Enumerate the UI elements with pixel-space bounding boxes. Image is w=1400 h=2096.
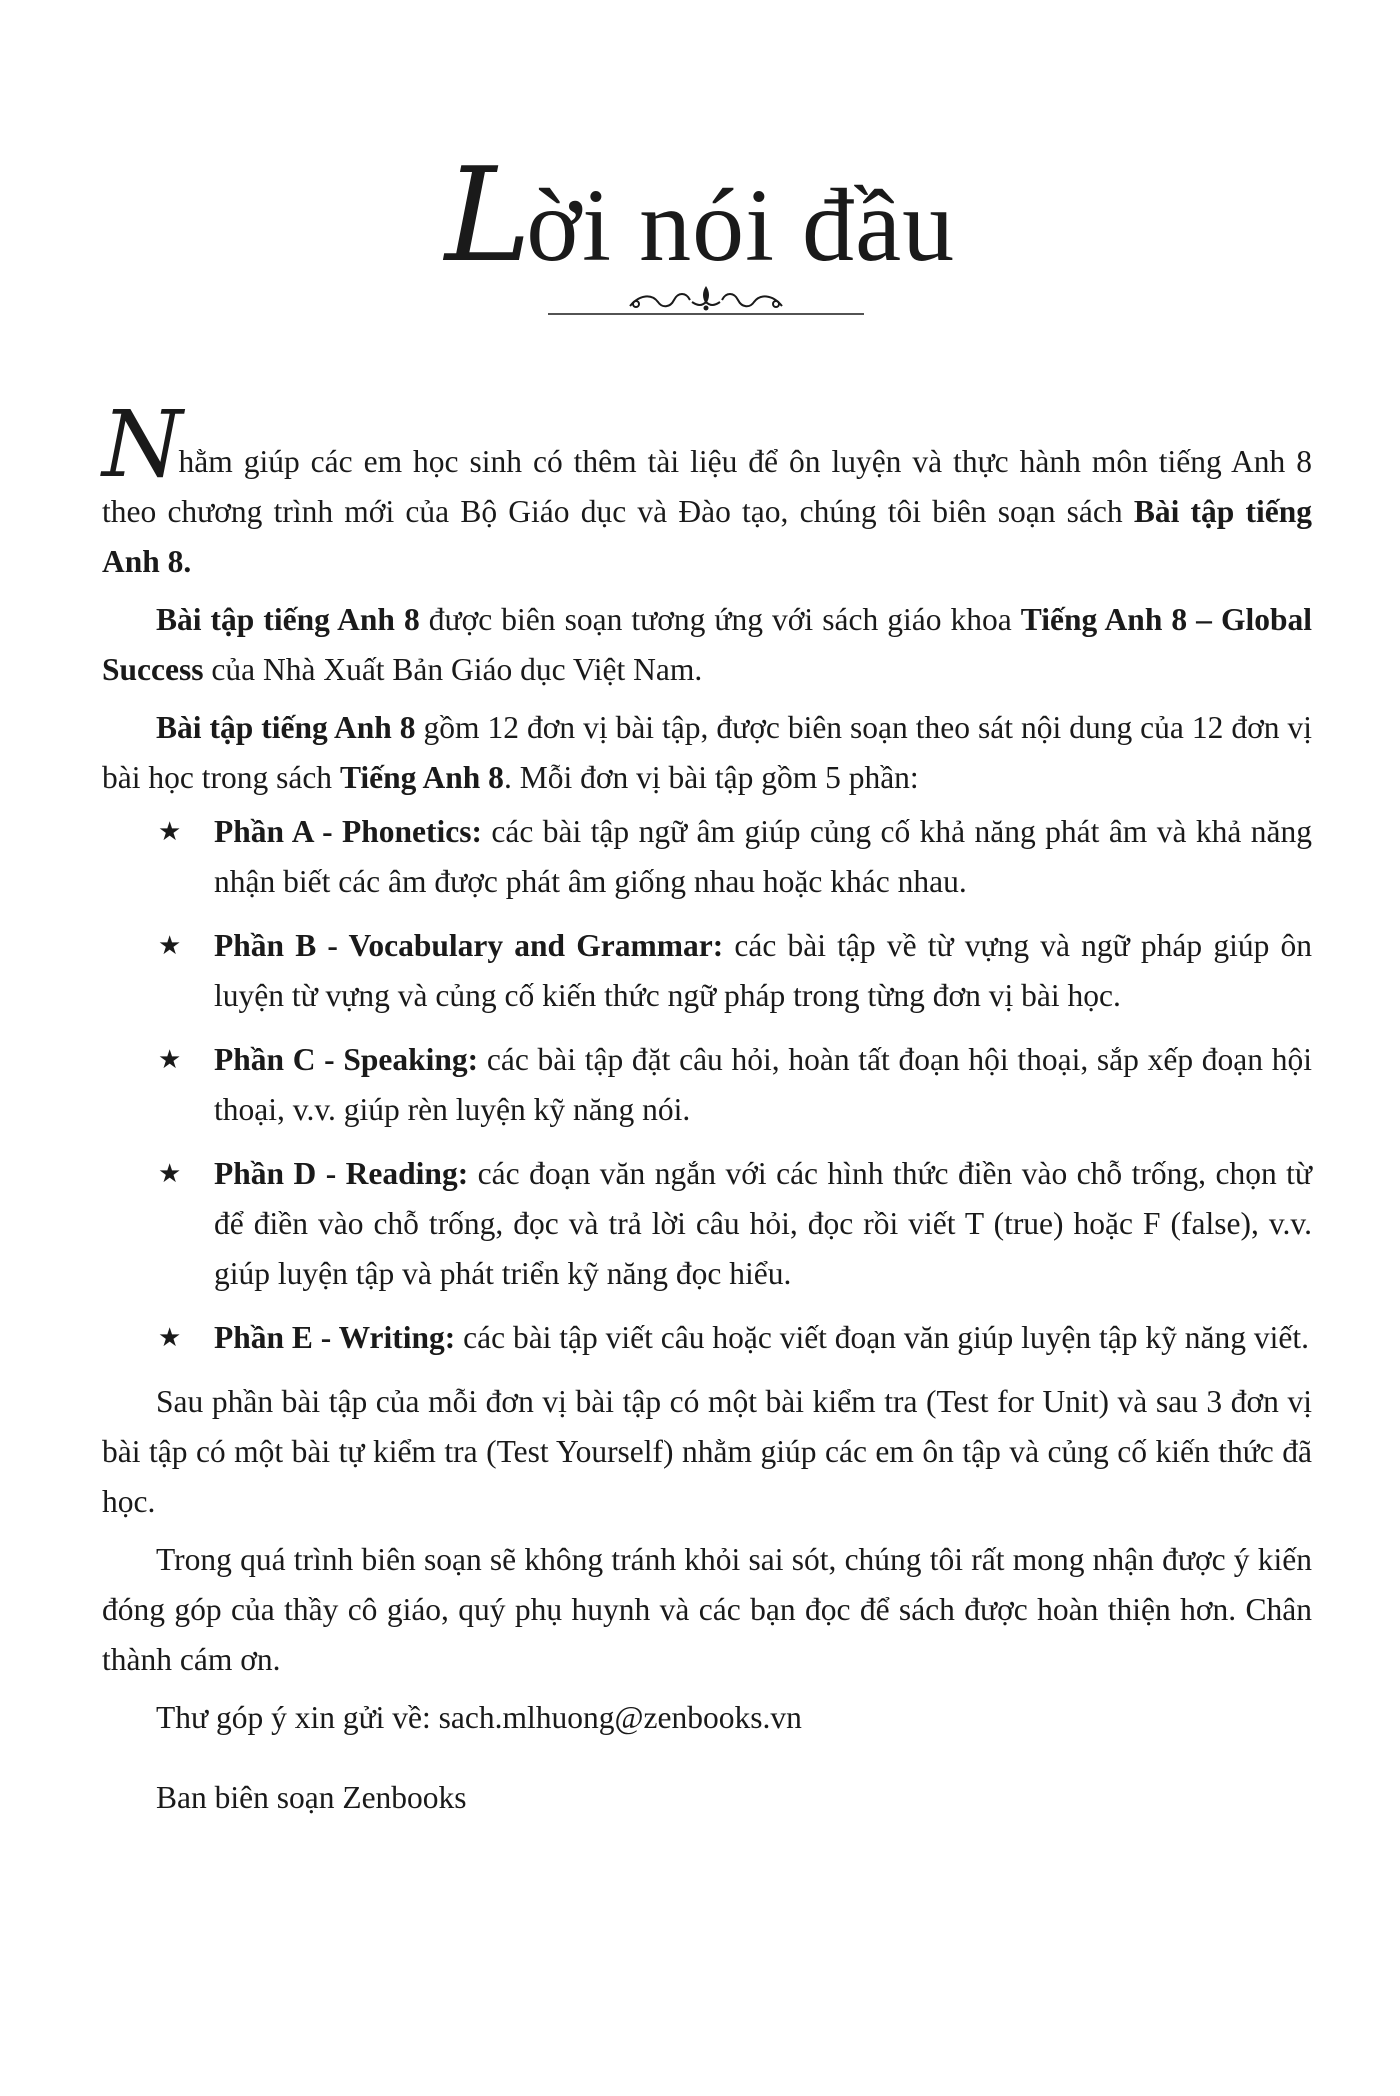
star-icon: ★ — [158, 1159, 182, 1189]
para2-text-end: của Nhà Xuất Bản Giáo dục Việt Nam. — [203, 652, 703, 687]
section-label: Phần D - Reading: — [214, 1156, 469, 1191]
star-icon: ★ — [158, 1045, 182, 1075]
list-item — [102, 807, 1312, 907]
star-icon: ★ — [158, 1323, 182, 1353]
page-title — [444, 139, 956, 291]
contact-line: Thư góp ý xin gửi về: sach.mlhuong@zenbooks.vn — [156, 1700, 802, 1735]
star-icon: ★ — [158, 931, 182, 961]
intro-book-name: Bài tập tiếng Anh 8. — [102, 494, 1313, 579]
section-label: Phần E - Writing: — [214, 1320, 456, 1355]
signature: Ban biên soạn Zenbooks — [156, 1780, 467, 1815]
section-text: các đoạn văn ngắn với các hình thức điền vào chỗ trống, chọn từ để điền vào chỗ trống, đọc và trả lời câu hỏi, đọc rồi viết T (true) hoặc F (false), v.v. giúp luyện tập và phát triển kỹ năng đọc hiểu. — [214, 1156, 1312, 1291]
para3-book-name: Bài tập tiếng Anh 8 — [156, 710, 416, 745]
title-initial: L — [444, 139, 533, 291]
para3-text-mid: gồm 12 đơn vị bài tập, được biên soạn theo sát nội dung của 12 đơn vị bài học trong sách — [102, 710, 1312, 795]
sections-list — [102, 807, 1312, 1363]
section-label: Phần B - Vocabulary and Grammar: — [214, 928, 724, 963]
para3-text-end: . Mỗi đơn vị bài tập gồm 5 phần: — [503, 760, 919, 795]
title-block — [0, 139, 1400, 291]
section-text: các bài tập về từ vựng và ngữ pháp giúp ôn luyện từ vựng và củng cố kiến thức ngữ pháp trong từng đơn vị bài học. — [214, 928, 1313, 1013]
section-text: các bài tập đặt câu hỏi, hoàn tất đoạn hội thoại, sắp xếp đoạn hội thoại, v.v. giúp rèn luyện kỹ năng nói. — [214, 1042, 1312, 1127]
list-item — [102, 921, 1312, 1021]
list-item — [102, 1313, 1312, 1363]
paragraph-3 — [102, 703, 1312, 803]
para3-textbook: Tiếng Anh 8 — [339, 760, 504, 795]
star-icon: ★ — [158, 817, 182, 847]
paragraph-2 — [102, 595, 1312, 695]
para2-text-mid: được biên soạn tương ứng với sách giáo khoa — [419, 602, 1021, 637]
para2-book-name: Bài tập tiếng Anh 8 — [156, 602, 420, 637]
section-label: Phần A - Phonetics: — [214, 814, 483, 849]
para2-textbook: Tiếng Anh 8 – Global Success — [102, 602, 1312, 687]
preface-body — [102, 391, 1313, 1823]
title-text: ời nói đầu — [526, 168, 956, 283]
section-text: các bài tập ngữ âm giúp củng cố khả năng phát âm và khả năng nhận biết các âm được phát âm giống nhau hoặc khác nhau. — [214, 814, 1312, 899]
paragraph-5: Trong quá trình biên soạn sẽ không tránh khỏi sai sót, chúng tôi rất mong nhận được ý kiến đóng góp của thầy cô giáo, quý phụ huynh và các bạn đọc để sách được hoàn thiện hơn. Chân thành cám ơn. — [102, 1542, 1312, 1677]
intro-text: hằm giúp các em học sinh có thêm tài liệu để ôn luyện và thực hành môn tiếng Anh 8 theo chương trình mới của Bộ Giáo dục và Đào tạo, chúng tôi biên soạn sách — [102, 444, 1312, 529]
intro-paragraph — [102, 391, 1313, 587]
dropcap: N — [102, 391, 177, 498]
section-label: Phần C - Speaking: — [214, 1042, 479, 1077]
list-item — [102, 1035, 1312, 1135]
title-ornament-icon — [548, 280, 864, 320]
paragraph-4: Sau phần bài tập của mỗi đơn vị bài tập có một bài kiểm tra (Test for Unit) và sau 3 đơn vị bài tập có một bài tự kiểm tra (Test Yourself) nhằm giúp các em ôn tập và củng cố kiến thức đã học. — [102, 1384, 1312, 1519]
section-text: các bài tập viết câu hoặc viết đoạn văn giúp luyện tập kỹ năng viết. — [455, 1320, 1309, 1355]
list-item — [102, 1149, 1312, 1299]
